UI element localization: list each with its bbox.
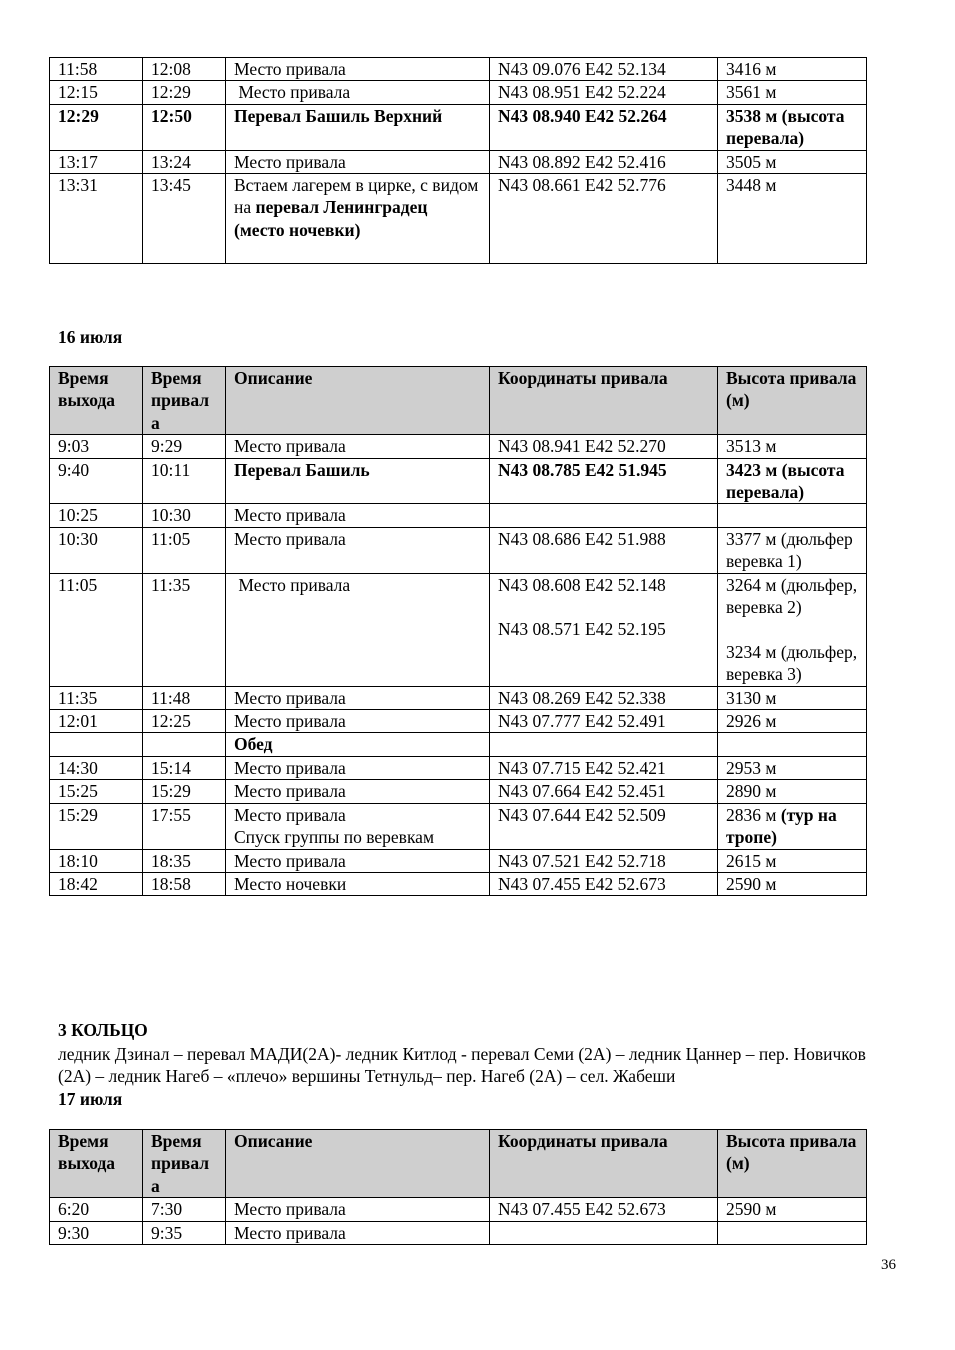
rest-time: 11:48 [143,686,226,709]
coordinates: N43 08.951 E42 52.224 [490,81,718,104]
table-row [50,58,867,81]
header-coordinates: Координаты привала [490,1130,718,1198]
departure-time: 12:15 [50,81,143,104]
coordinates: N43 08.892 E42 52.416 [490,150,718,173]
departure-time: 13:31 [50,174,143,264]
altitude [718,803,867,849]
departure-time: 12:29 [50,104,143,150]
departure-time [50,733,143,756]
altitude: 2590 м [718,872,867,895]
altitude-first: 3264 м (дюльфер, веревка 2) [726,574,858,618]
rest-time: 12:50 [143,104,226,150]
description: Обед [226,733,490,756]
rest-time: 10:11 [143,458,226,504]
table-row [50,458,867,504]
altitude: 3505 м [718,150,867,173]
description-text: Встаем лагерем в цирке, с видом на [234,175,479,218]
description-line2: Спуск группы по веревкам [234,827,435,848]
description: Место привала [226,849,490,872]
rest-time: 10:30 [143,504,226,527]
rest-time: 7:30 [143,1198,226,1221]
coordinates: N43 08.941 E42 52.270 [490,435,718,458]
altitude-note: (тур на тропе) [726,804,837,848]
altitude [718,573,867,686]
rest-time: 13:24 [143,150,226,173]
table-row [50,573,867,686]
header-rest: Время привал а [143,367,226,435]
coordinates: N43 08.269 E42 52.338 [490,686,718,709]
table-day15-continued [49,57,867,264]
coordinates [490,733,718,756]
table-row [50,150,867,173]
rest-time: 18:58 [143,872,226,895]
ring3-heading: 3 КОЛЬЦО [58,1020,148,1040]
coordinates [490,504,718,527]
rest-time: 12:29 [143,81,226,104]
description: Место привала [226,435,490,458]
coordinates: N43 08.940 E42 52.264 [490,104,718,150]
altitude: 3130 м [718,686,867,709]
coordinates-first: N43 08.608 E42 52.148 [498,574,666,595]
rest-time: 13:45 [143,174,226,264]
coordinates: N43 07.644 E42 52.509 [490,803,718,849]
departure-time: 9:03 [50,435,143,458]
table-row [50,780,867,803]
altitude [718,504,867,527]
table-day16 [49,366,867,896]
departure-time: 14:30 [50,756,143,779]
description [226,174,490,264]
table-row [50,710,867,733]
table-row [50,435,867,458]
description: Перевал Башиль Верхний [226,104,490,150]
altitude: 2615 м [718,849,867,872]
altitude-value: 2836 м [726,804,781,825]
header-description: Описание [226,1130,490,1198]
description: Место привала [226,573,490,686]
coordinates: N43 07.455 E42 52.673 [490,1198,718,1221]
coordinates: N43 08.785 E42 51.945 [490,458,718,504]
altitude: 2590 м [718,1198,867,1221]
departure-time: 9:30 [50,1221,143,1244]
day17-heading: 17 июля [58,1089,123,1109]
departure-time: 10:25 [50,504,143,527]
table-header-row [50,1130,867,1198]
table-row [50,81,867,104]
departure-time: 9:40 [50,458,143,504]
rest-time: 12:08 [143,58,226,81]
coordinates: N43 08.661 E42 52.776 [490,174,718,264]
description: Место привала [226,1198,490,1221]
description: Место привала [226,81,490,104]
altitude: 2953 м [718,756,867,779]
table-header-row [50,367,867,435]
departure-time: 12:01 [50,710,143,733]
table-row [50,527,867,573]
coordinates: N43 07.455 E42 52.673 [490,872,718,895]
description: Место привала [226,504,490,527]
altitude: 3538 м (высота перевала) [718,104,867,150]
description: Место привала [226,150,490,173]
header-rest: Время привал а [143,1130,226,1198]
description: Место привала [226,527,490,573]
header-departure: Время выхода [50,367,143,435]
table-row [50,803,867,849]
coordinates-second: N43 08.571 E42 52.195 [498,619,666,640]
altitude: 3513 м [718,435,867,458]
coordinates: N43 07.664 E42 52.451 [490,780,718,803]
departure-time: 15:25 [50,780,143,803]
rest-time: 15:14 [143,756,226,779]
rest-time: 11:35 [143,573,226,686]
rest-time: 18:35 [143,849,226,872]
description: Место привала [226,780,490,803]
coordinates: N43 07.521 E42 52.718 [490,849,718,872]
ring3-route-description: ледник Дзинал – перевал МАДИ(2А)- ледник Китлод - перевал Семи (2А) – ледник Цаннер – пер. Новичков (2А) – ледник Нагеб – «плечо» вершины Тетнульд– пер. Нагеб (2А) – сел. Жабеши [58,1044,866,1087]
altitude-second: 3234 м (дюльфер, веревка 3) [726,641,858,685]
coordinates: N43 07.715 E42 52.421 [490,756,718,779]
altitude: 2890 м [718,780,867,803]
departure-time: 6:20 [50,1198,143,1221]
table-day17 [49,1129,867,1245]
coordinates [490,1221,718,1244]
altitude: 3448 м [718,174,867,264]
coordinates: N43 08.686 E42 51.988 [490,527,718,573]
table-row [50,872,867,895]
rest-time: 17:55 [143,803,226,849]
altitude: 2926 м [718,710,867,733]
departure-time: 11:35 [50,686,143,709]
rest-time: 9:35 [143,1221,226,1244]
rest-time: 15:29 [143,780,226,803]
description-line1: Место привала [234,804,346,825]
rest-time: 9:29 [143,435,226,458]
description: Место привала [226,710,490,733]
description: Место привала [226,1221,490,1244]
rest-time: 12:25 [143,710,226,733]
header-coordinates: Координаты привала [490,367,718,435]
day16-heading: 16 июля [58,327,123,347]
header-altitude: Высота привала (м) [718,1130,867,1198]
altitude: 3416 м [718,58,867,81]
header-altitude: Высота привала (м) [718,367,867,435]
table-row [50,1198,867,1221]
departure-time: 13:17 [50,150,143,173]
description [226,803,490,849]
description: Место ночевки [226,872,490,895]
header-departure: Время выхода [50,1130,143,1198]
table-row [50,686,867,709]
altitude [718,1221,867,1244]
table-row [50,1221,867,1244]
page-number: 36 [881,1257,896,1273]
departure-time: 11:58 [50,58,143,81]
departure-time: 11:05 [50,573,143,686]
description: Место привала [226,58,490,81]
coordinates: N43 09.076 E42 52.134 [490,58,718,81]
table-row [50,849,867,872]
departure-time: 10:30 [50,527,143,573]
table-row [50,756,867,779]
description: Место привала [226,756,490,779]
coordinates: N43 07.777 E42 52.491 [490,710,718,733]
description: Перевал Башиль [226,458,490,504]
altitude [718,733,867,756]
table-row [50,504,867,527]
departure-time: 15:29 [50,803,143,849]
altitude: 3423 м (высота перевала) [718,458,867,504]
table-row [50,174,867,264]
rest-time: 11:05 [143,527,226,573]
coordinates [490,573,718,686]
departure-time: 18:42 [50,872,143,895]
altitude: 3377 м (дюльфер веревка 1) [718,527,867,573]
altitude: 3561 м [718,81,867,104]
rest-time [143,733,226,756]
table-row [50,733,867,756]
departure-time: 18:10 [50,849,143,872]
header-description: Описание [226,367,490,435]
description: Место привала [226,686,490,709]
description-bold-text: перевал Ленинградец (место ночевки) [234,197,428,240]
table-row [50,104,867,150]
